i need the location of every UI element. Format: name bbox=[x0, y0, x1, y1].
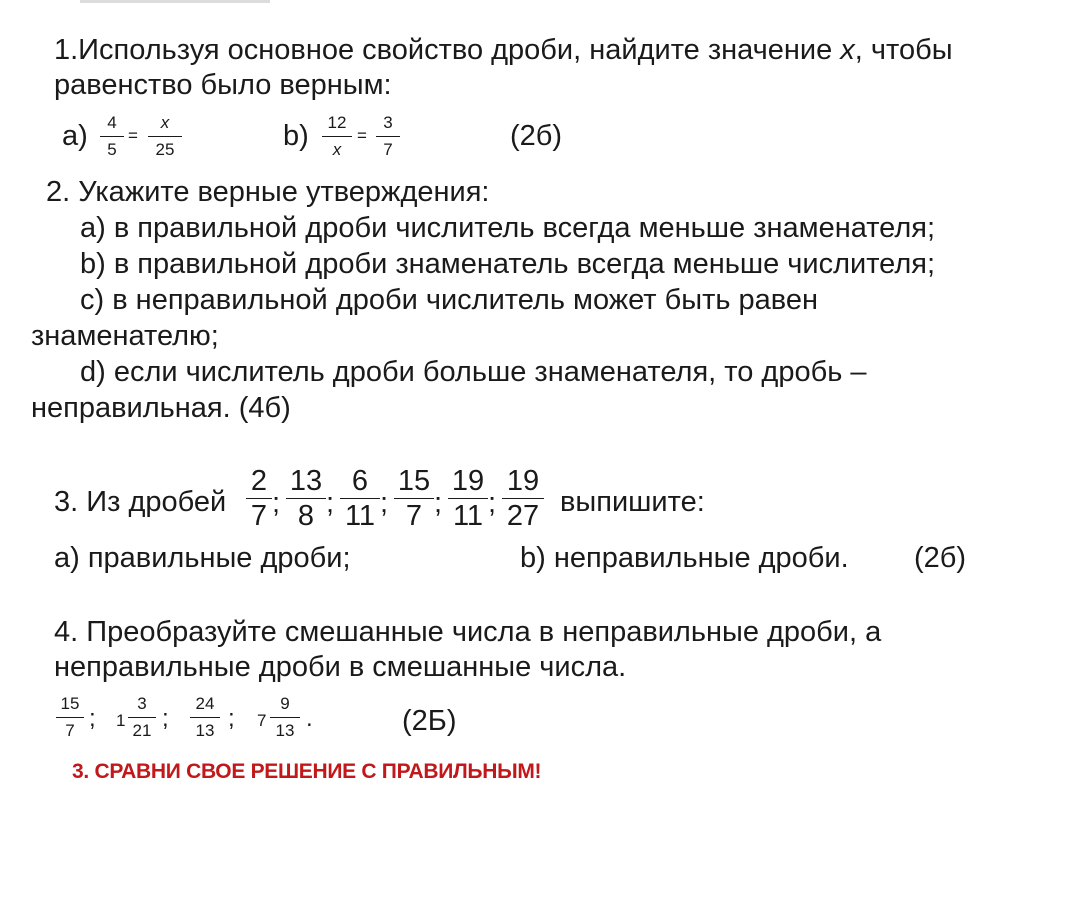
q3-fraction bbox=[502, 466, 544, 531]
q3-fraction bbox=[394, 466, 434, 531]
numerator: 3 bbox=[137, 694, 147, 713]
q1-points: (2б) bbox=[510, 120, 563, 152]
q3-fraction bbox=[340, 466, 380, 531]
numerator: 6 bbox=[351, 465, 369, 497]
denominator: 7 bbox=[250, 500, 268, 532]
period: . bbox=[306, 705, 313, 732]
separator: ; bbox=[272, 487, 281, 519]
denominator: 7 bbox=[383, 140, 393, 159]
q1-variable: x bbox=[840, 34, 855, 66]
q1-line1-tail: , чтобы bbox=[854, 34, 953, 66]
fraction-bar bbox=[376, 136, 400, 137]
q4-line1: 4. Преобразуйте смешанные числа в неправильные дроби, а bbox=[54, 616, 882, 648]
denominator: x bbox=[332, 140, 342, 159]
denominator: 7 bbox=[65, 721, 75, 740]
q1-a-left-fraction bbox=[100, 113, 124, 160]
q1-b-left-fraction bbox=[322, 113, 352, 160]
q3-fraction bbox=[448, 466, 488, 531]
numerator: 13 bbox=[289, 465, 323, 497]
numerator: 24 bbox=[195, 694, 215, 713]
denominator: 8 bbox=[297, 500, 315, 532]
q4-mixed-fraction bbox=[270, 694, 300, 741]
fraction-bar bbox=[270, 717, 300, 718]
q2-option-c: c) в неправильной дроби числитель может быть равен bbox=[80, 284, 819, 316]
numerator: 15 bbox=[60, 694, 80, 713]
q1-b-right-fraction bbox=[376, 113, 400, 160]
denominator: 13 bbox=[195, 721, 215, 740]
separator: ; bbox=[434, 487, 443, 519]
fraction-bar bbox=[286, 498, 326, 499]
fraction-bar bbox=[502, 498, 544, 499]
fraction-bar bbox=[394, 498, 434, 499]
separator: ; bbox=[162, 705, 169, 732]
q2-option-d: d) если числитель дроби больше знаменателя, то дробь – bbox=[80, 356, 867, 388]
q1-line2: равенство было верным: bbox=[54, 69, 392, 101]
numerator: 19 bbox=[451, 465, 485, 497]
fraction-bar bbox=[148, 136, 182, 137]
numerator: 2 bbox=[250, 465, 268, 497]
q2-option-b: b) в правильной дроби знаменатель всегда меньше числителя; bbox=[80, 248, 936, 280]
q3-option-a: a) правильные дроби; bbox=[54, 542, 351, 574]
q3-suffix: выпишите: bbox=[560, 486, 705, 518]
denominator: 21 bbox=[132, 721, 152, 740]
q4-fraction bbox=[190, 694, 220, 741]
q3-option-b: b) неправильные дроби. bbox=[520, 542, 849, 574]
q1-line1 bbox=[54, 33, 953, 67]
mixed-whole-part: 1 bbox=[116, 711, 126, 730]
denominator: 11 bbox=[452, 500, 484, 532]
fraction-bar bbox=[56, 717, 84, 718]
mixed-whole-part: 7 bbox=[257, 711, 267, 730]
separator: ; bbox=[326, 487, 335, 519]
numerator: 9 bbox=[280, 694, 290, 713]
fraction-bar bbox=[100, 136, 124, 137]
fraction-bar bbox=[340, 498, 380, 499]
numerator: 4 bbox=[107, 113, 117, 132]
q2-title: 2. Укажите верные утверждения: bbox=[46, 176, 490, 208]
separator: ; bbox=[89, 705, 96, 732]
q4-points: (2Б) bbox=[402, 705, 457, 737]
q1-a-right-fraction bbox=[148, 113, 182, 160]
q4-mixed-fraction bbox=[128, 694, 156, 741]
fraction-bar bbox=[246, 498, 272, 499]
separator: ; bbox=[228, 705, 235, 732]
q3-points: (2б) bbox=[914, 542, 967, 574]
equals-sign: = bbox=[128, 126, 138, 145]
q3-fraction bbox=[286, 466, 326, 531]
separator: ; bbox=[488, 487, 497, 519]
q1-line1-text: 1.Используя основное свойство дроби, найдите значение bbox=[54, 34, 841, 66]
fraction-bar bbox=[190, 717, 220, 718]
q2-option-a: a) в правильной дроби числитель всегда меньше знаменателя; bbox=[80, 212, 936, 244]
denominator: 11 bbox=[344, 500, 376, 532]
denominator: 25 bbox=[155, 140, 175, 159]
compare-solution-note: 3. СРАВНИ СВОЕ РЕШЕНИЕ С ПРАВИЛЬНЫМ! bbox=[72, 760, 542, 783]
numerator: 19 bbox=[506, 465, 540, 497]
q2-option-c-cont: знаменателю; bbox=[31, 320, 219, 352]
denominator: 27 bbox=[506, 500, 540, 532]
q3-prefix: 3. Из дробей bbox=[54, 486, 227, 518]
numerator: 15 bbox=[397, 465, 431, 497]
q4-line2: неправильные дроби в смешанные числа. bbox=[54, 651, 627, 683]
fraction-bar bbox=[322, 136, 352, 137]
q3-fraction bbox=[246, 466, 272, 531]
separator: ; bbox=[380, 487, 389, 519]
numerator: x bbox=[160, 113, 170, 132]
q1-b-label: b) bbox=[283, 120, 309, 152]
cropped-text-remnant bbox=[80, 0, 270, 3]
denominator: 13 bbox=[275, 721, 295, 740]
q2-option-d-cont: неправильная. (4б) bbox=[31, 392, 291, 424]
fraction-bar bbox=[448, 498, 488, 499]
numerator: 3 bbox=[383, 113, 393, 132]
q1-a-label: a) bbox=[62, 120, 88, 152]
denominator: 7 bbox=[405, 500, 423, 532]
q4-fraction bbox=[56, 694, 84, 741]
numerator: 12 bbox=[327, 113, 347, 132]
fraction-bar bbox=[128, 717, 156, 718]
denominator: 5 bbox=[107, 140, 117, 159]
equals-sign: = bbox=[357, 126, 367, 145]
